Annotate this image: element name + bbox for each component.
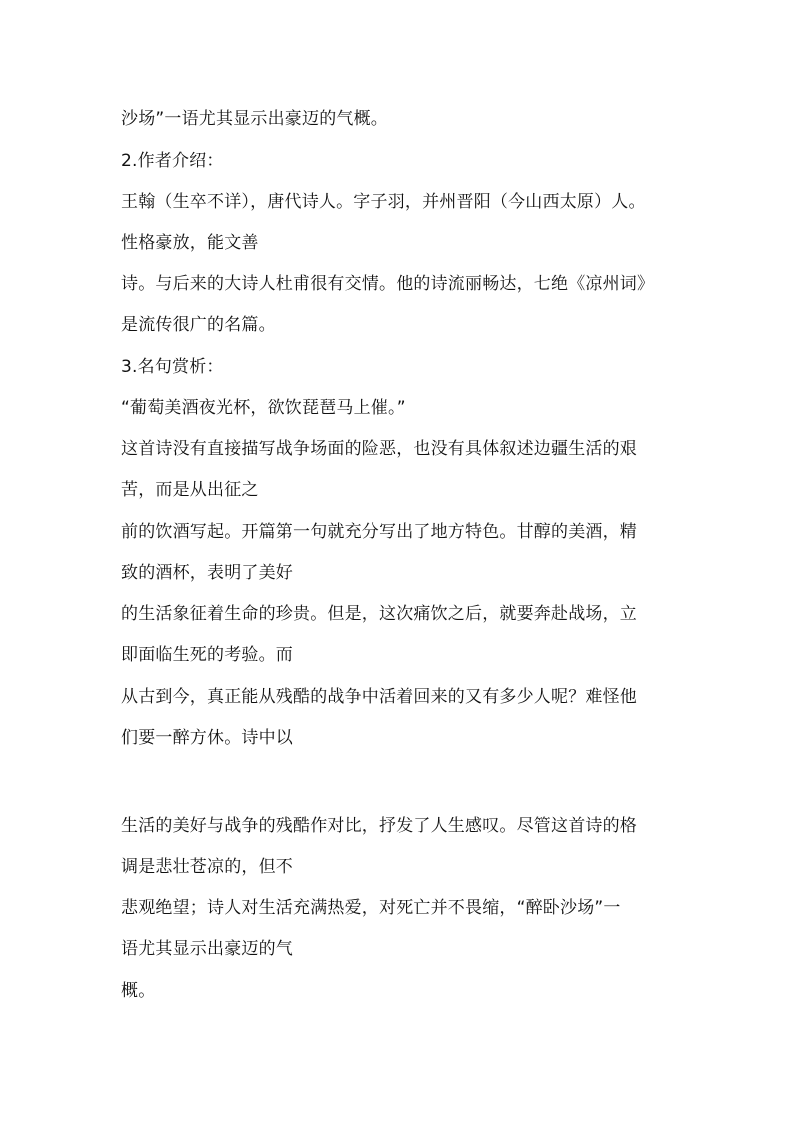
text-line: 王翰（生卒不详），唐代诗人。字子羽，并州晋阳（今山西太原）人。 <box>121 192 646 212</box>
text-line: 沙场”一语尤其显示出豪迈的气概。 <box>121 109 389 129</box>
text-line: 致的酒杯，表明了美好 <box>121 563 293 583</box>
text-line: 语尤其显示出豪迈的气 <box>121 939 293 959</box>
text-line: 前的饮酒写起。开篇第一句就充分写出了地方特色。甘醇的美酒，精 <box>121 522 637 542</box>
text-line: 这首诗没有直接描写战争场面的险恶，也没有具体叙述边疆生活的艰 <box>121 439 637 459</box>
section-heading-author: 2.作者介绍： <box>121 151 224 171</box>
text-line: 苦，而是从出征之 <box>121 480 259 500</box>
text-line: 调是悲壮苍凉的，但不 <box>121 857 293 877</box>
quoted-verse: “葡萄美酒夜光杯，欲饮琵琶马上催。” <box>121 398 406 418</box>
text-line: 诗。与后来的大诗人杜甫很有交情。他的诗流丽畅达，七绝《凉州词》 <box>121 274 655 294</box>
text-line: 是流传很广的名篇。 <box>121 315 276 335</box>
text-line: 性格豪放，能文善 <box>121 233 259 253</box>
text-line: 们要一醉方休。诗中以 <box>121 728 293 748</box>
text-line: 从古到今，真正能从残酷的战争中活着回来的又有多少人呢？难怪他 <box>121 687 637 707</box>
section-heading-quote: 3.名句赏析： <box>121 357 224 377</box>
text-line: 生活的美好与战争的残酷作对比，抒发了人生感叹。尽管这首诗的格 <box>121 816 637 836</box>
text-line: 悲观绝望；诗人对生活充满热爱，对死亡并不畏缩，“醉卧沙场”一 <box>121 898 621 918</box>
text-line: 概。 <box>121 981 156 1001</box>
text-line: 的生活象征着生命的珍贵。但是，这次痛饮之后，就要奔赴战场，立 <box>121 604 637 624</box>
text-line: 即面临生死的考验。而 <box>121 645 293 665</box>
